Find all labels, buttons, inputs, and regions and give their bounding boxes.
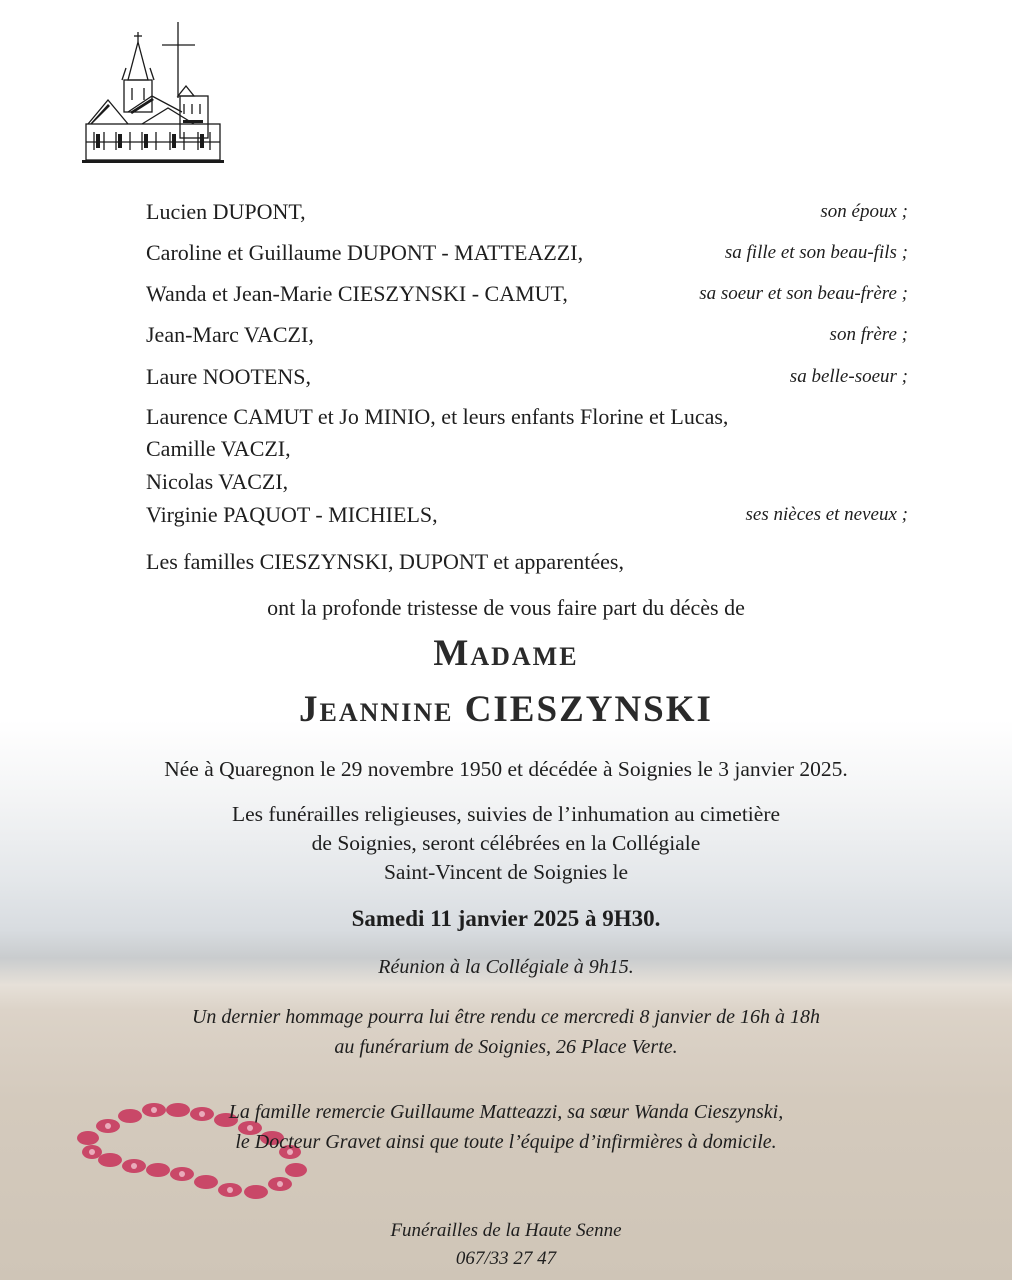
family-row xyxy=(146,279,908,309)
announcement: ont la profonde tristesse de vous faire part du décès de xyxy=(267,595,745,620)
thanks-line: le Docteur Gravet ainsi que toute l’équipe d’infirmières à domicile. xyxy=(235,1131,777,1153)
family-relation: son frère ; xyxy=(829,324,908,345)
family-name: Caroline et Guillaume DUPONT - MATTEAZZI, xyxy=(146,240,584,265)
thanks-line: La famille remercie Guillaume Matteazzi, sa sœur Wanda Cieszynski, xyxy=(228,1101,784,1123)
tribute-line: au funérarium de Soignies, 26 Place Verte. xyxy=(334,1036,678,1058)
family-name: Lucien DUPONT, xyxy=(146,199,306,224)
church-icon xyxy=(82,20,224,166)
family-relation: sa belle-soeur ; xyxy=(789,366,908,387)
family-name: Laure NOOTENS, xyxy=(146,364,311,389)
family-relation: ses nièces et neveux ; xyxy=(745,504,908,525)
funeral-date: Samedi 11 janvier 2025 à 9H30. xyxy=(351,906,661,931)
funeral-line: Les funérailles religieuses, suivies de l’inhumation au cimetière xyxy=(231,802,781,826)
nieces-line: Camille VACZI, xyxy=(146,436,291,461)
tribute-line: Un dernier hommage pourra lui être rendu ce mercredi 8 janvier de 16h à 18h xyxy=(191,1006,821,1028)
family-row xyxy=(146,238,908,268)
family-relation: son époux ; xyxy=(820,201,908,222)
family-name: Jean-Marc VACZI, xyxy=(146,322,314,347)
families-line: Les familles CIESZYNSKI, DUPONT et apparentées, xyxy=(146,549,624,574)
meeting-time: Réunion à la Collégiale à 9h15. xyxy=(378,956,634,978)
family-row xyxy=(146,320,908,350)
family-row xyxy=(146,197,908,227)
funeral-line: de Soignies, seront célébrées en la Collégiale xyxy=(311,831,701,855)
birth-death: Née à Quaregnon le 29 novembre 1950 et décédée à Soignies le 3 janvier 2025. xyxy=(164,757,848,781)
funeral-home-name: Funérailles de la Haute Senne xyxy=(390,1220,622,1241)
family-row xyxy=(146,500,908,530)
family-name: Wanda et Jean-Marie CIESZYNSKI - CAMUT, xyxy=(146,281,568,306)
family-row xyxy=(146,362,908,392)
funeral-line: Saint-Vincent de Soignies le xyxy=(383,860,629,884)
deceased-title: Madame xyxy=(433,633,579,674)
nieces-line: Nicolas VACZI, xyxy=(146,469,289,494)
nieces-line: Laurence CAMUT et Jo MINIO, et leurs enfants Florine et Lucas, xyxy=(146,404,729,429)
family-relation: sa soeur et son beau-frère ; xyxy=(699,283,908,304)
family-name: Virginie PAQUOT - MICHIELS, xyxy=(146,502,438,527)
family-relation: sa fille et son beau-fils ; xyxy=(724,242,908,263)
funeral-home-phone: 067/33 27 47 xyxy=(455,1248,557,1269)
deceased-name: Jeannine CIESZYNSKI xyxy=(299,689,713,730)
